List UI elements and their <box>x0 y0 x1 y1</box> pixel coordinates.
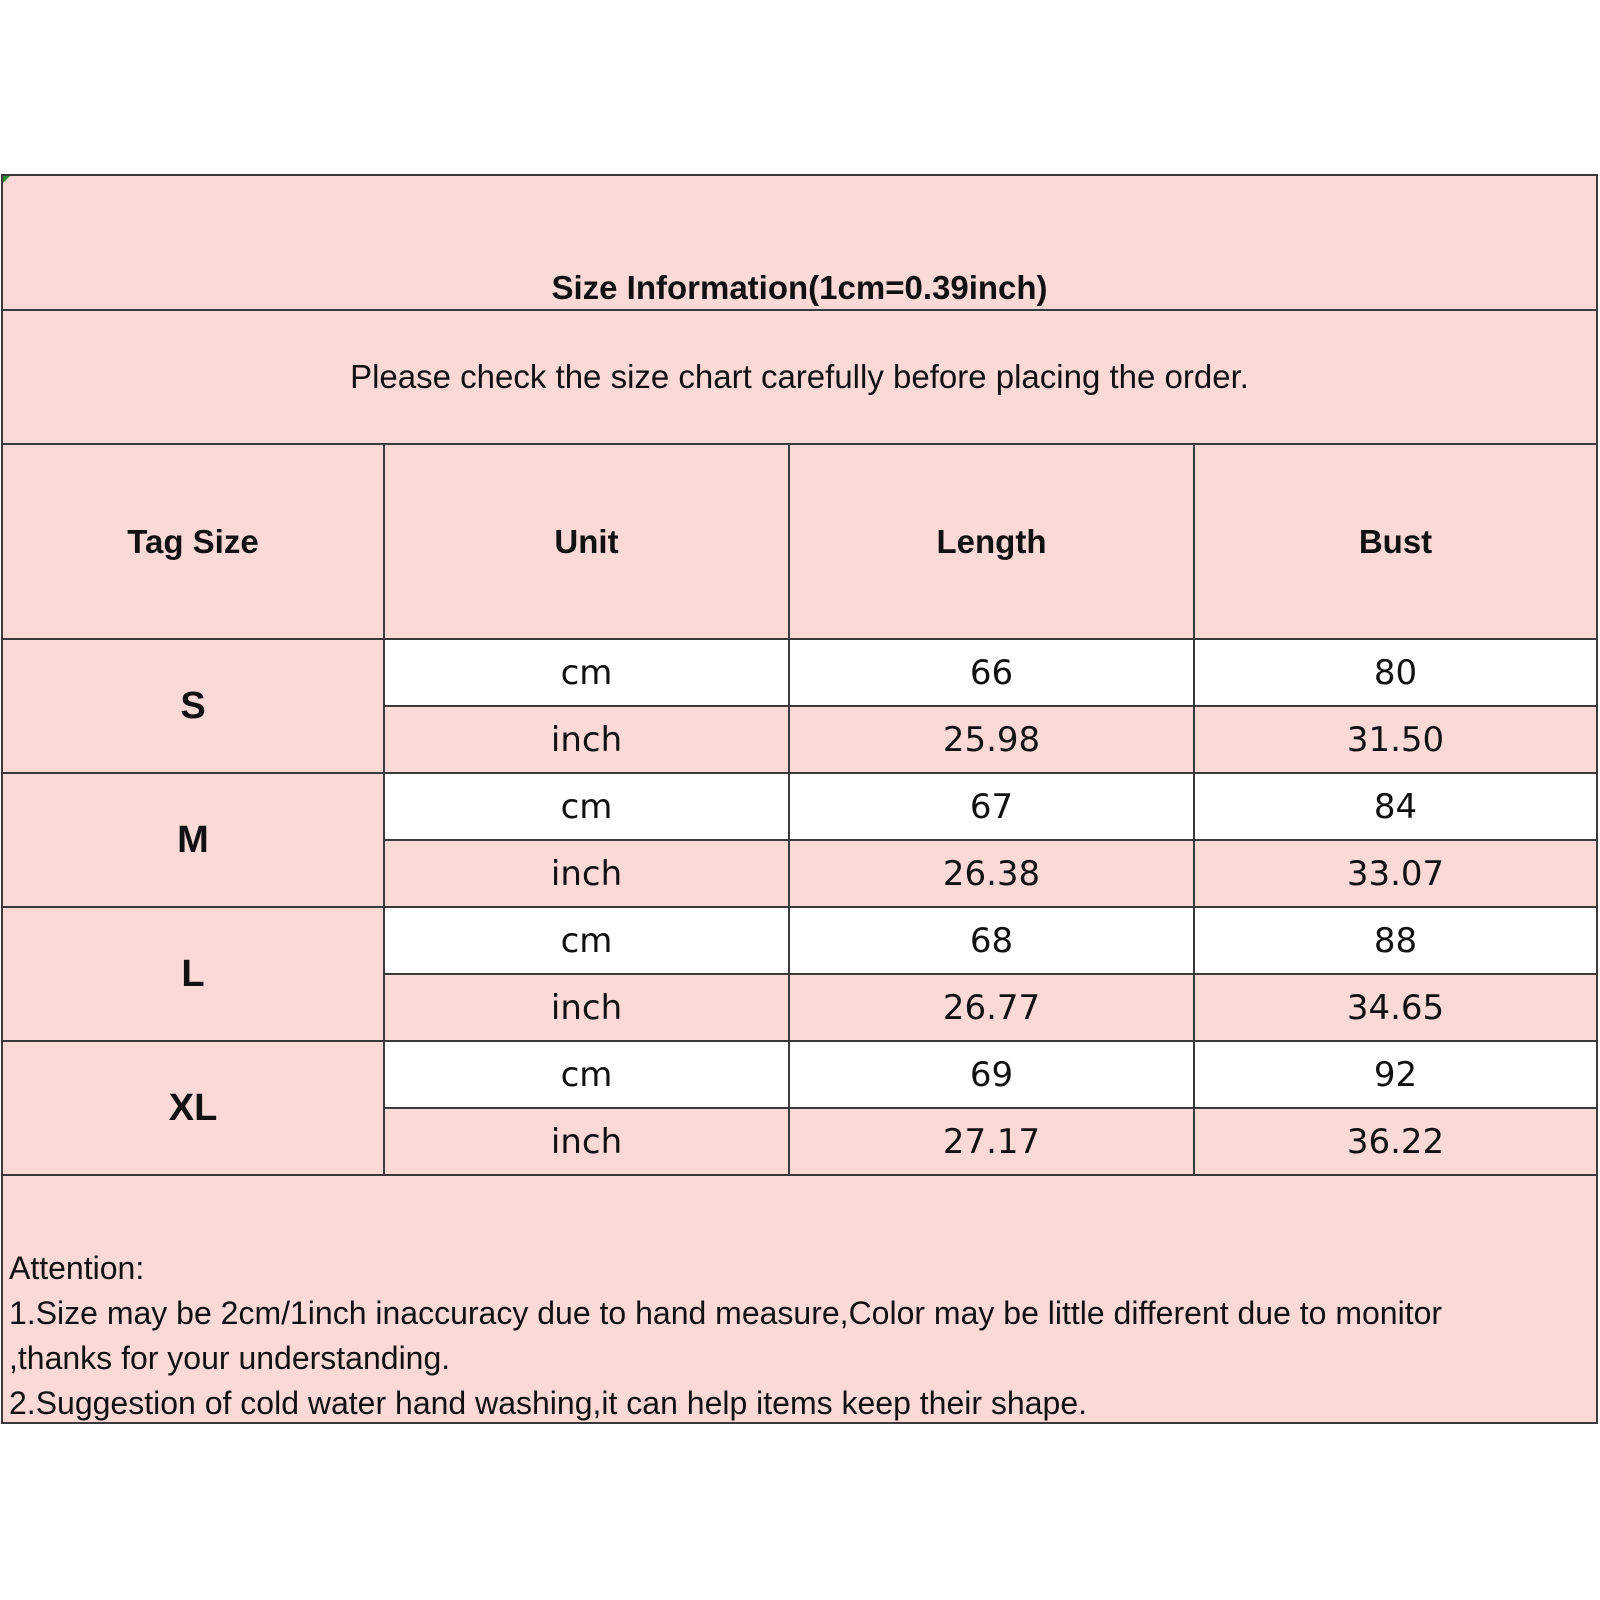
size-table <box>3 445 1596 1176</box>
unit-cell: cm <box>384 1041 789 1108</box>
length-cell: 66 <box>789 639 1194 706</box>
table-row <box>3 907 1596 974</box>
table-row <box>3 773 1596 840</box>
tag-size-cell: L <box>3 907 384 1041</box>
tag-size-cell: XL <box>3 1041 384 1175</box>
bust-cell: 36.22 <box>1194 1108 1596 1175</box>
table-row <box>3 1041 1596 1108</box>
unit-cell: inch <box>384 974 789 1041</box>
chart-title: Size Information(1cm=0.39inch) <box>551 269 1048 306</box>
header-length: Length <box>789 445 1194 639</box>
attention-line-3: 2.Suggestion of cold water hand washing,it can help items keep their shape. <box>9 1385 1087 1421</box>
tag-size-cell: M <box>3 773 384 907</box>
header-tag-size: Tag Size <box>3 445 384 639</box>
unit-cell: inch <box>384 1108 789 1175</box>
unit-cell: cm <box>384 907 789 974</box>
length-cell: 69 <box>789 1041 1194 1108</box>
header-unit: Unit <box>384 445 789 639</box>
unit-cell: cm <box>384 639 789 706</box>
unit-cell: inch <box>384 706 789 773</box>
bust-cell: 88 <box>1194 907 1596 974</box>
header-bust: Bust <box>1194 445 1596 639</box>
length-cell: 68 <box>789 907 1194 974</box>
bust-cell: 84 <box>1194 773 1596 840</box>
attention-heading: Attention: <box>9 1250 145 1286</box>
bust-cell: 92 <box>1194 1041 1596 1108</box>
attention-notes <box>9 1246 1594 1426</box>
notice-text: Please check the size chart carefully before placing the order. <box>350 358 1249 395</box>
bust-cell: 31.50 <box>1194 706 1596 773</box>
notice-row <box>3 311 1596 445</box>
length-cell: 25.98 <box>789 706 1194 773</box>
length-cell: 26.77 <box>789 974 1194 1041</box>
header-row <box>3 445 1596 639</box>
length-cell: 26.38 <box>789 840 1194 907</box>
bust-cell: 34.65 <box>1194 974 1596 1041</box>
length-cell: 67 <box>789 773 1194 840</box>
tag-size-cell: S <box>3 639 384 773</box>
bust-cell: 80 <box>1194 639 1596 706</box>
attention-line-2: ,thanks for your understanding. <box>9 1340 451 1376</box>
length-cell: 27.17 <box>789 1108 1194 1175</box>
size-chart <box>1 174 1598 1424</box>
unit-cell: inch <box>384 840 789 907</box>
title-row <box>3 176 1596 311</box>
bust-cell: 33.07 <box>1194 840 1596 907</box>
table-row <box>3 639 1596 706</box>
attention-line-1: 1.Size may be 2cm/1inch inaccuracy due to hand measure,Color may be little different due to monitor <box>9 1295 1443 1331</box>
unit-cell: cm <box>384 773 789 840</box>
